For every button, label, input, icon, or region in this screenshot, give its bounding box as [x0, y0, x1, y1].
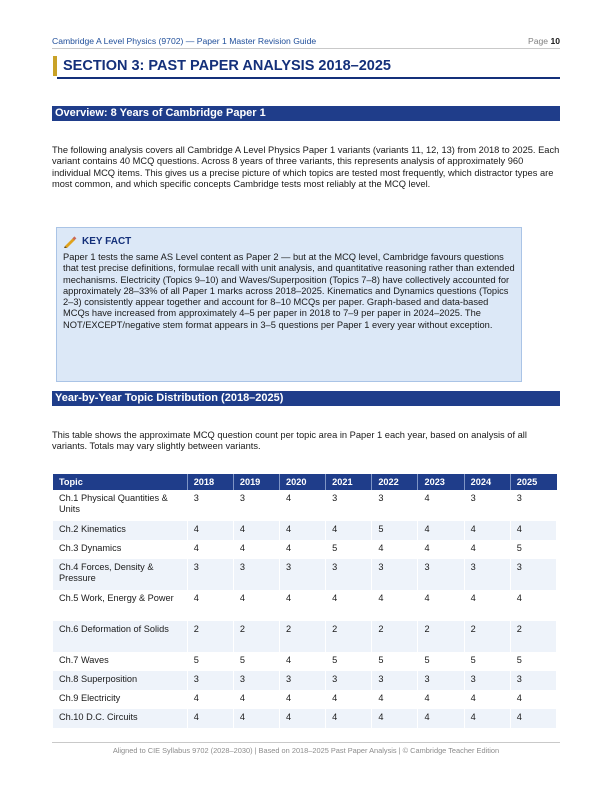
- table-row: [53, 490, 557, 521]
- pencil-icon: [63, 236, 77, 248]
- count-cell: 4: [418, 709, 464, 728]
- count-cell: 4: [418, 490, 464, 521]
- table-row: [53, 709, 557, 728]
- column-header: 2021: [326, 474, 372, 490]
- count-cell: 3: [326, 671, 372, 690]
- count-cell: 3: [511, 671, 557, 690]
- table-row: [53, 590, 557, 621]
- count-cell: 4: [465, 521, 511, 540]
- page-footer: Aligned to CIE Syllabus 9702 (2028–2030) | Based on 2018–2025 Past Paper Analysis | © Cambridge Teacher Edition: [52, 742, 560, 755]
- count-cell: 3: [188, 671, 234, 690]
- count-cell: 4: [465, 590, 511, 621]
- table-row: [53, 540, 557, 559]
- count-cell: 4: [511, 521, 557, 540]
- topic-cell: Ch.9 Electricity: [53, 690, 188, 709]
- count-cell: 3: [372, 559, 418, 590]
- count-cell: 3: [234, 490, 280, 521]
- count-cell: 3: [511, 490, 557, 521]
- count-cell: 4: [465, 709, 511, 728]
- count-cell: 3: [326, 490, 372, 521]
- overview-heading-text: Overview: 8 Years of Cambridge Paper 1: [55, 107, 266, 119]
- count-cell: 3: [465, 490, 511, 521]
- page-number: [528, 36, 560, 46]
- key-fact-header: [63, 235, 515, 248]
- count-cell: 3: [465, 559, 511, 590]
- count-cell: 3: [372, 671, 418, 690]
- count-cell: 4: [280, 652, 326, 671]
- count-cell: 4: [418, 690, 464, 709]
- topic-cell: Ch.3 Dynamics: [53, 540, 188, 559]
- count-cell: 4: [234, 521, 280, 540]
- count-cell: 4: [511, 709, 557, 728]
- count-cell: 4: [234, 540, 280, 559]
- count-cell: 4: [188, 521, 234, 540]
- count-cell: 3: [280, 671, 326, 690]
- topic-cell: Ch.8 Superposition: [53, 671, 188, 690]
- topic-cell: Ch.10 D.C. Circuits: [53, 709, 188, 728]
- count-cell: 3: [418, 559, 464, 590]
- count-cell: 3: [234, 559, 280, 590]
- count-cell: 3: [326, 559, 372, 590]
- count-cell: 4: [326, 521, 372, 540]
- topic-cell: Ch.2 Kinematics: [53, 521, 188, 540]
- count-cell: 5: [372, 652, 418, 671]
- count-cell: 4: [188, 690, 234, 709]
- column-header: 2020: [280, 474, 326, 490]
- count-cell: 4: [326, 709, 372, 728]
- table-row: [53, 559, 557, 590]
- count-cell: 3: [188, 559, 234, 590]
- distribution-heading-text: Year-by-Year Topic Distribution (2018–2025): [55, 392, 284, 404]
- table-row: [53, 652, 557, 671]
- count-cell: 5: [188, 652, 234, 671]
- count-cell: 4: [372, 540, 418, 559]
- key-fact-title: KEY FACT: [82, 236, 132, 247]
- table-row: [53, 690, 557, 709]
- count-cell: 5: [234, 652, 280, 671]
- count-cell: 4: [326, 590, 372, 621]
- count-cell: 5: [511, 540, 557, 559]
- count-cell: 4: [418, 521, 464, 540]
- count-cell: 4: [418, 540, 464, 559]
- count-cell: 2: [372, 621, 418, 652]
- count-cell: 2: [188, 621, 234, 652]
- overview-heading: [52, 106, 560, 121]
- count-cell: 4: [280, 521, 326, 540]
- count-cell: 4: [280, 490, 326, 521]
- key-fact-box: [56, 227, 522, 382]
- table-row: [53, 671, 557, 690]
- count-cell: 4: [465, 540, 511, 559]
- count-cell: 2: [465, 621, 511, 652]
- count-cell: 4: [465, 690, 511, 709]
- count-cell: 2: [326, 621, 372, 652]
- count-cell: 3: [234, 671, 280, 690]
- table-row: [53, 521, 557, 540]
- count-cell: 3: [418, 671, 464, 690]
- count-cell: 3: [465, 671, 511, 690]
- count-cell: 5: [326, 540, 372, 559]
- count-cell: 4: [372, 690, 418, 709]
- count-cell: 4: [372, 590, 418, 621]
- topic-cell: Ch.6 Deformation of Solids: [53, 621, 188, 652]
- page-header: [52, 33, 560, 49]
- column-header: 2018: [188, 474, 234, 490]
- count-cell: 5: [418, 652, 464, 671]
- count-cell: 4: [326, 690, 372, 709]
- topic-cell: Ch.5 Work, Energy & Power: [53, 590, 188, 621]
- column-header: 2023: [418, 474, 464, 490]
- topic-distribution-table: [53, 474, 557, 728]
- count-cell: 4: [234, 590, 280, 621]
- count-cell: 3: [188, 490, 234, 521]
- distribution-intro: This table shows the approximate MCQ question count per topic area in Paper 1 each year, based on analysis of all variants. Totals may vary slightly between variants.: [52, 430, 527, 452]
- page-label: Page: [527, 36, 549, 46]
- count-cell: 5: [372, 521, 418, 540]
- count-cell: 4: [234, 690, 280, 709]
- section-title-underline: [57, 77, 560, 79]
- count-cell: 5: [465, 652, 511, 671]
- count-cell: 4: [280, 540, 326, 559]
- count-cell: 3: [280, 559, 326, 590]
- topic-cell: Ch.4 Forces, Density & Pressure: [53, 559, 188, 590]
- count-cell: 5: [511, 652, 557, 671]
- page-number-value: 10: [550, 36, 560, 46]
- column-header: 2024: [465, 474, 511, 490]
- count-cell: 4: [372, 709, 418, 728]
- count-cell: 4: [511, 690, 557, 709]
- column-header: 2025: [511, 474, 557, 490]
- count-cell: 5: [326, 652, 372, 671]
- topic-cell: Ch.1 Physical Quantities & Units: [53, 490, 188, 521]
- column-header: Topic: [53, 474, 188, 490]
- count-cell: 4: [188, 709, 234, 728]
- count-cell: 3: [511, 559, 557, 590]
- count-cell: 4: [511, 590, 557, 621]
- count-cell: 2: [511, 621, 557, 652]
- column-header: 2022: [372, 474, 418, 490]
- section-title-text: SECTION 3: PAST PAPER ANALYSIS 2018–2025: [63, 58, 391, 74]
- count-cell: 4: [234, 709, 280, 728]
- count-cell: 4: [188, 540, 234, 559]
- topic-cell: Ch.7 Waves: [53, 652, 188, 671]
- key-fact-text: Paper 1 tests the same AS Level content as Paper 2 — but at the MCQ level, Cambridge favours questions that test precise definitions, formulae recall with unit analysis, and quantitative reasoning rather than extended mechanisms. Electricity (Topics 9–10) and Waves/Superposition (Topics 7–8) have collectively accounted for approximately 28–33% of all Paper 1 marks across 2018–2025. Kinematics and Dynamics questions (Topics 2–3) consistently appear together and account for 8–10 MCQs per paper. Graph-based and data-based MCQs have increased from approximately 4–5 per paper in 2018 to 7–9 per paper in 2024–2025. The NOT/EXCEPT/negative stem format appears in 3–5 questions per Paper 1 every year without exception.: [63, 252, 515, 330]
- count-cell: 4: [188, 590, 234, 621]
- column-header: 2019: [234, 474, 280, 490]
- count-cell: 2: [234, 621, 280, 652]
- count-cell: 4: [280, 690, 326, 709]
- distribution-heading: [52, 391, 560, 406]
- count-cell: 4: [418, 590, 464, 621]
- count-cell: 3: [372, 490, 418, 521]
- section-title: [53, 56, 560, 76]
- count-cell: 4: [280, 709, 326, 728]
- count-cell: 2: [418, 621, 464, 652]
- overview-paragraph: The following analysis covers all Cambridge A Level Physics Paper 1 variants (variants 11, 12, 13) from 2018 to 2025. Each variant contains 40 MCQ questions. Across 8 years of three variants, this represents analysis of approximately 960 individual MCQ items. This gives us a precise picture of which topics are tested most frequently, which distractor types are most common, and which specific concepts Cambridge tests most reliably at the MCQ level.: [52, 145, 560, 190]
- count-cell: 4: [280, 590, 326, 621]
- count-cell: 2: [280, 621, 326, 652]
- guide-title: Cambridge A Level Physics (9702) — Paper 1 Master Revision Guide: [52, 36, 317, 46]
- table-row: [53, 621, 557, 652]
- table-header-row: [53, 474, 557, 490]
